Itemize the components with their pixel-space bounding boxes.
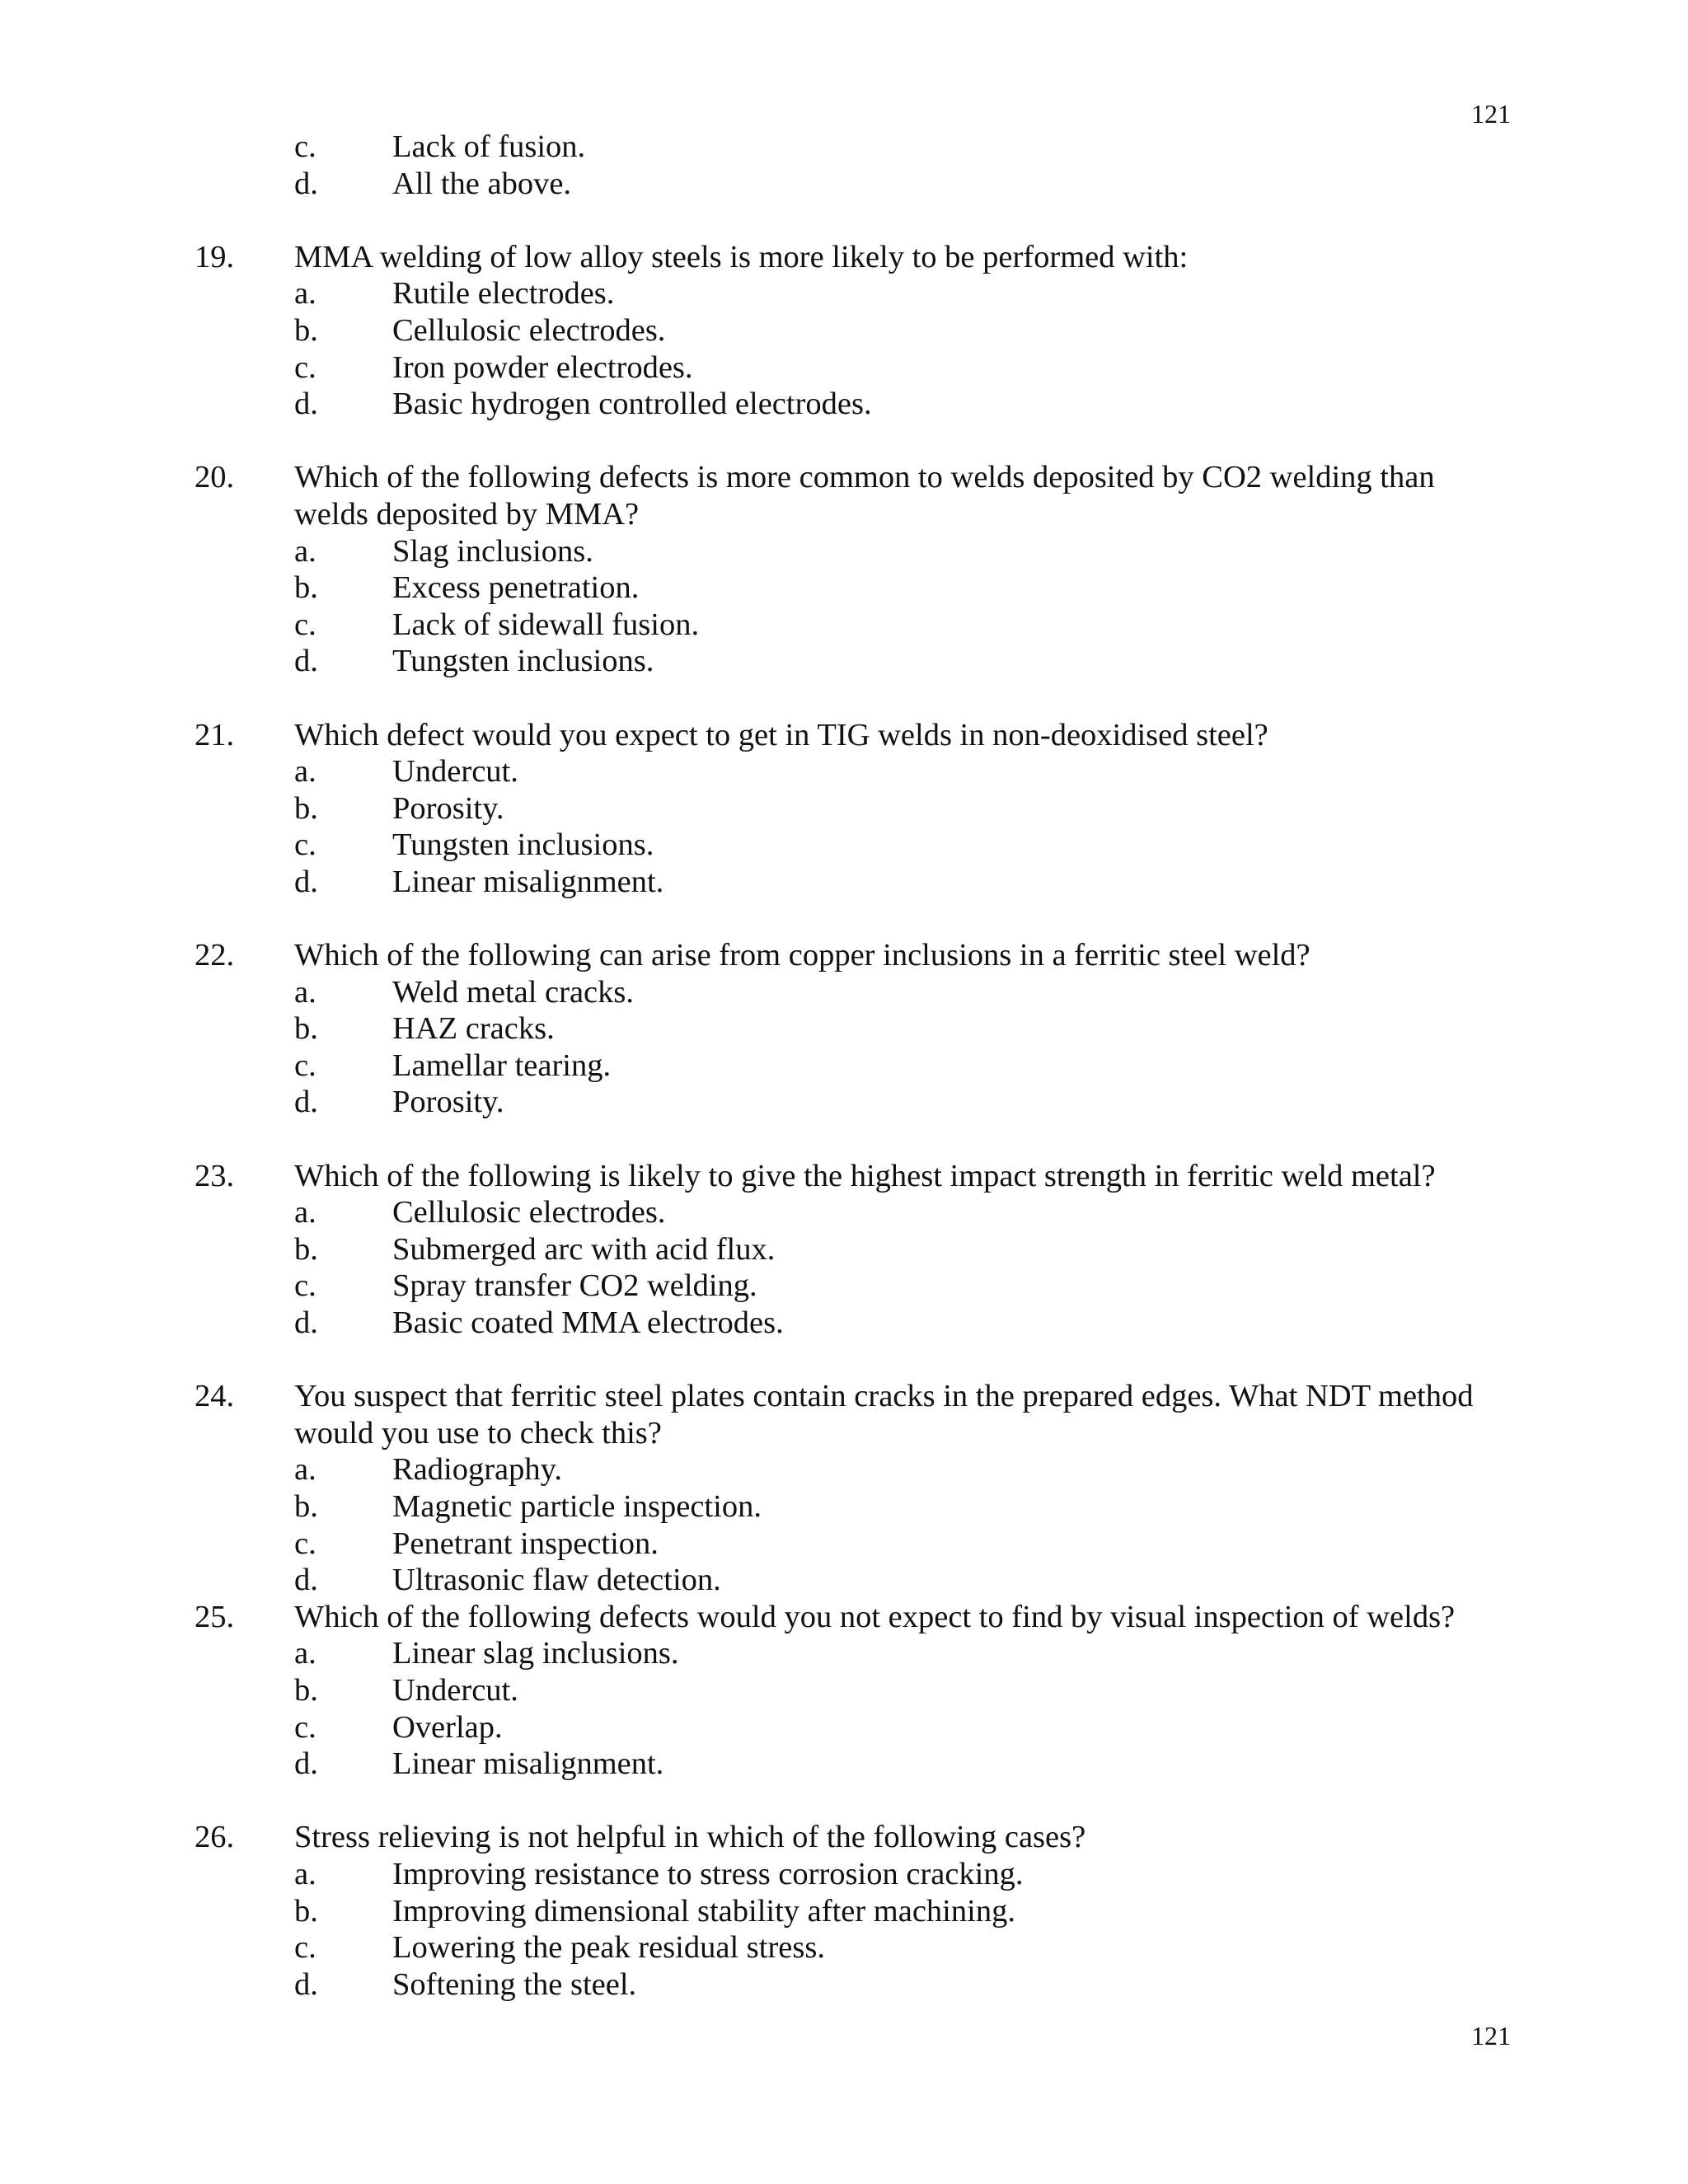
option-letter: b.: [294, 1231, 318, 1267]
question-line: [0, 1378, 1688, 1415]
answer-option: [0, 1488, 1688, 1526]
answer-option: [0, 1893, 1688, 1930]
option-text: Softening the steel.: [392, 1966, 637, 2002]
question-text: Which of the following defects would you not expect to find by visual inspection of welds?: [294, 1599, 1456, 1634]
option-letter: a.: [294, 974, 316, 1010]
spacer: [0, 1121, 1688, 1158]
option-letter: c.: [294, 349, 316, 385]
answer-option: [0, 166, 1688, 203]
question-line: [0, 1599, 1688, 1636]
option-letter: a.: [294, 1452, 316, 1488]
option-text: Improving dimensional stability after machining.: [392, 1893, 1015, 1929]
option-text: Lack of sidewall fusion.: [392, 607, 700, 642]
option-text: Iron powder electrodes.: [392, 349, 693, 385]
question-number: 25.: [195, 1599, 235, 1634]
option-letter: b.: [294, 570, 318, 606]
option-letter: c.: [294, 1047, 316, 1083]
question-list: [0, 129, 1688, 2003]
option-letter: b.: [294, 1672, 318, 1708]
option-text: Linear misalignment.: [392, 1746, 664, 1782]
option-text: Cellulosic electrodes.: [392, 312, 666, 348]
option-text: Cellulosic electrodes.: [392, 1195, 666, 1230]
answer-option: [0, 1010, 1688, 1047]
question-block: [0, 1378, 1688, 1599]
option-text: Penetrant inspection.: [392, 1526, 659, 1561]
option-text: Undercut.: [392, 754, 518, 790]
option-letter: b.: [294, 1488, 318, 1524]
question-line: [0, 937, 1688, 974]
answer-option: [0, 1672, 1688, 1709]
option-letter: a.: [294, 1636, 316, 1671]
option-text: Slag inclusions.: [392, 533, 593, 569]
answer-option: [0, 864, 1688, 901]
option-letter: a.: [294, 1195, 316, 1230]
option-letter: c.: [294, 1709, 316, 1745]
answer-option: [0, 607, 1688, 644]
option-text: All the above.: [392, 166, 572, 201]
option-letter: d.: [294, 1305, 318, 1340]
option-letter: b.: [294, 312, 318, 348]
question-line: [0, 1158, 1688, 1195]
option-text: Lack of fusion.: [392, 129, 586, 164]
option-text: Tungsten inclusions.: [392, 827, 654, 863]
option-text: Undercut.: [392, 1672, 518, 1708]
option-letter: a.: [294, 276, 316, 312]
option-letter: c.: [294, 827, 316, 863]
answer-option: [0, 129, 1688, 166]
answer-option: [0, 1268, 1688, 1305]
question-text: Which defect would you expect to get in TIG welds in non-deoxidised steel?: [294, 717, 1268, 752]
answer-option: [0, 1562, 1688, 1599]
question-number: 22.: [195, 938, 235, 973]
spacer: [0, 423, 1688, 460]
option-letter: d.: [294, 166, 318, 201]
question-text: You suspect that ferritic steel plates contain cracks in the prepared edges. What NDT method: [294, 1379, 1474, 1414]
question-text: Which of the following defects is more common to welds deposited by CO2 welding than: [294, 460, 1435, 495]
option-text: Improving resistance to stress corrosion cracking.: [392, 1856, 1024, 1891]
answer-option: [0, 1084, 1688, 1121]
answer-option: [0, 1929, 1688, 1966]
answer-option: [0, 386, 1688, 423]
question-block: [0, 1599, 1688, 1783]
answer-option: [0, 974, 1688, 1011]
answer-option: [0, 1451, 1688, 1488]
spacer: [0, 1783, 1688, 1820]
option-letter: c.: [294, 1526, 316, 1561]
answer-option: [0, 1231, 1688, 1268]
option-letter: c.: [294, 607, 316, 642]
option-text: Tungsten inclusions.: [392, 644, 654, 679]
question-number: 26.: [195, 1820, 235, 1855]
option-text: Weld metal cracks.: [392, 974, 634, 1010]
option-text: Basic coated MMA electrodes.: [392, 1305, 784, 1340]
answer-option: [0, 1526, 1688, 1563]
option-text: Lamellar tearing.: [392, 1047, 612, 1083]
question-block: [0, 937, 1688, 1121]
question-line: [0, 459, 1688, 496]
option-letter: c.: [294, 1268, 316, 1304]
answer-option: [0, 790, 1688, 827]
answer-option: [0, 827, 1688, 864]
option-text: Linear slag inclusions.: [392, 1636, 679, 1671]
question-text: Which of the following is likely to give the highest impact strength in ferritic weld metal?: [294, 1158, 1436, 1193]
question-number: 19.: [195, 239, 235, 274]
option-letter: b.: [294, 1011, 318, 1047]
option-letter: d.: [294, 1746, 318, 1782]
answer-option: [0, 533, 1688, 570]
question-block: [0, 239, 1688, 423]
option-text: Rutile electrodes.: [392, 276, 615, 312]
answer-option: [0, 569, 1688, 607]
option-text: HAZ cracks.: [392, 1011, 555, 1047]
question-number: 20.: [195, 460, 235, 495]
answer-option: [0, 1966, 1688, 2004]
question-line: [0, 1415, 1688, 1452]
answer-option: [0, 643, 1688, 680]
answer-option: [0, 1305, 1688, 1342]
spacer: [0, 1342, 1688, 1379]
option-letter: b.: [294, 790, 318, 826]
option-letter: b.: [294, 1893, 318, 1929]
option-letter: c.: [294, 1930, 316, 1966]
question-line: [0, 239, 1688, 276]
option-text: Ultrasonic flaw detection.: [392, 1563, 721, 1598]
question-text: MMA welding of low alloy steels is more likely to be performed with:: [294, 239, 1189, 274]
question-number: 24.: [195, 1379, 235, 1414]
option-letter: d.: [294, 1563, 318, 1598]
question-line: [0, 717, 1688, 754]
answer-option: [0, 753, 1688, 790]
answer-option: [0, 1635, 1688, 1672]
question-line: [0, 496, 1688, 533]
option-text: Spray transfer CO2 welding.: [392, 1268, 757, 1304]
question-text: Which of the following can arise from copper inclusions in a ferritic steel weld?: [294, 938, 1311, 973]
option-letter: d.: [294, 644, 318, 679]
option-text: Submerged arc with acid flux.: [392, 1231, 776, 1267]
option-text: Lowering the peak residual stress.: [392, 1930, 825, 1966]
question-block: [0, 1158, 1688, 1342]
option-text: Magnetic particle inspection.: [392, 1488, 762, 1524]
question-block: [0, 459, 1688, 680]
answer-option: [0, 1856, 1688, 1893]
question-number: 23.: [195, 1158, 235, 1193]
answer-option: [0, 1047, 1688, 1085]
option-letter: d.: [294, 1085, 318, 1120]
answer-option: [0, 1194, 1688, 1231]
option-letter: d.: [294, 1966, 318, 2002]
option-letter: d.: [294, 387, 318, 422]
option-letter: a.: [294, 1856, 316, 1891]
question-text: welds deposited by MMA?: [294, 496, 640, 532]
answer-option: [0, 349, 1688, 387]
option-text: Radiography.: [392, 1452, 562, 1488]
spacer: [0, 900, 1688, 937]
answer-option: [0, 312, 1688, 349]
option-letter: a.: [294, 754, 316, 790]
question-number: 21.: [195, 717, 235, 752]
answer-option: [0, 1746, 1688, 1783]
option-text: Porosity.: [392, 1085, 504, 1120]
option-text: Basic hydrogen controlled electrodes.: [392, 387, 872, 422]
option-letter: c.: [294, 129, 316, 164]
question-block: [0, 1819, 1688, 2003]
option-letter: d.: [294, 864, 318, 899]
option-text: Excess penetration.: [392, 570, 640, 606]
option-text: Porosity.: [392, 790, 504, 826]
page-number-top: 121: [1471, 99, 1511, 129]
answer-option: [0, 275, 1688, 312]
question-text: Stress relieving is not helpful in which of the following cases?: [294, 1820, 1086, 1855]
option-letter: a.: [294, 533, 316, 569]
spacer: [0, 680, 1688, 717]
question-text: would you use to check this?: [294, 1415, 662, 1451]
question-line: [0, 1819, 1688, 1856]
page-number-bottom: 121: [1471, 2021, 1511, 2050]
option-text: Linear misalignment.: [392, 864, 664, 899]
spacer: [0, 202, 1688, 239]
question-block: [0, 717, 1688, 901]
answer-option: [0, 1709, 1688, 1746]
option-text: Overlap.: [392, 1709, 503, 1745]
